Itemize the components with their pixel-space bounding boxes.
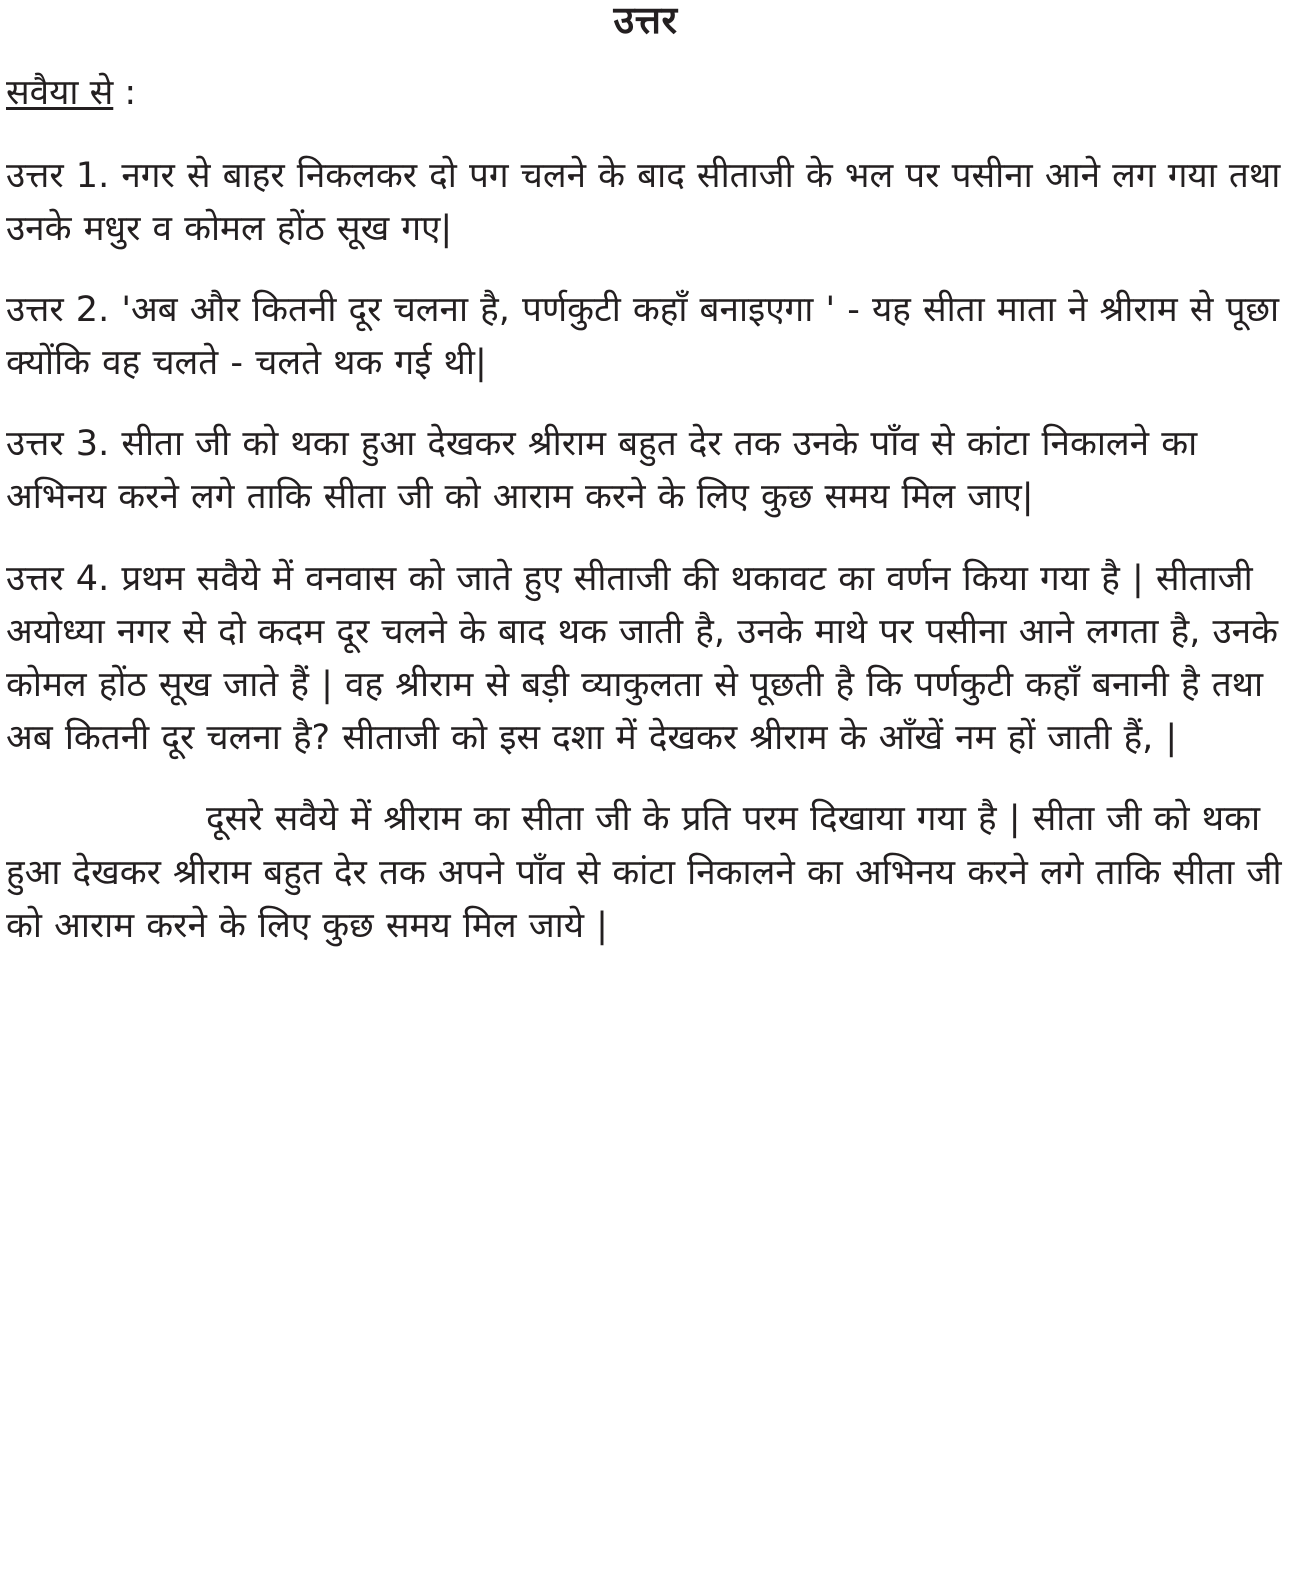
answer-paragraph-3: उत्तर 3. सीता जी को थका हुआ देखकर श्रीराम बहुत देर तक उनके पाँव से कांटा निकालने का अभिनय करने लगे ताकि सीता जी को आराम करने के लिए कुछ समय मिल जाए| bbox=[6, 424, 1198, 518]
page-title: उत्तर bbox=[613, 0, 678, 42]
answer-paragraph-2: उत्तर 2. 'अब और कितनी दूर चलना है, पर्णकुटी कहाँ बनाइएगा ' - यह सीता माता ने श्रीराम से पूछा क्योंकि वह चलते - चलते थक गई थी| bbox=[6, 289, 1280, 384]
answer-paragraph-5: दूसरे सवैये में श्रीराम का सीता जी के प्रति परम दिखाया गया है | सीता जी को थका हुआ देखकर श्रीराम बहुत देर तक अपने पाँव से कांटा निकालने का अभिनय करने लगे ताकि सीता जी को आराम करने के लिए कुछ समय मिल जाये | bbox=[6, 799, 1282, 946]
answer-paragraph-1: उत्तर 1. नगर से बाहर निकलकर दो पग चलने के बाद सीताजी के भल पर पसीना आने लग गया तथा उनके मधुर व कोमल होंठ सूख गए| bbox=[6, 155, 1281, 249]
section-heading bbox=[6, 72, 1285, 116]
section-heading-text: सवैया से bbox=[6, 72, 114, 113]
answer-paragraph-4: उत्तर 4. प्रथम सवैये में वनवास को जाते हुए सीताजी की थकावट का वर्णन किया गया है | सीताजी अयोध्या नगर से दो कदम दूर चलने के बाद थक जाती है, उनके माथे पर पसीना आने लगता है, उनके कोमल होंठ सूख जाते हैं | वह श्रीराम से बड़ी व्याकुलता से पूछती है कि पर्णकुटी कहाँ बनानी है तथा अब कितनी दूर चलना है? सीताजी को इस दशा में देखकर श्रीराम के आँखें नम हों जाती हैं, | bbox=[6, 558, 1278, 759]
section-heading-suffix: : bbox=[113, 72, 137, 113]
